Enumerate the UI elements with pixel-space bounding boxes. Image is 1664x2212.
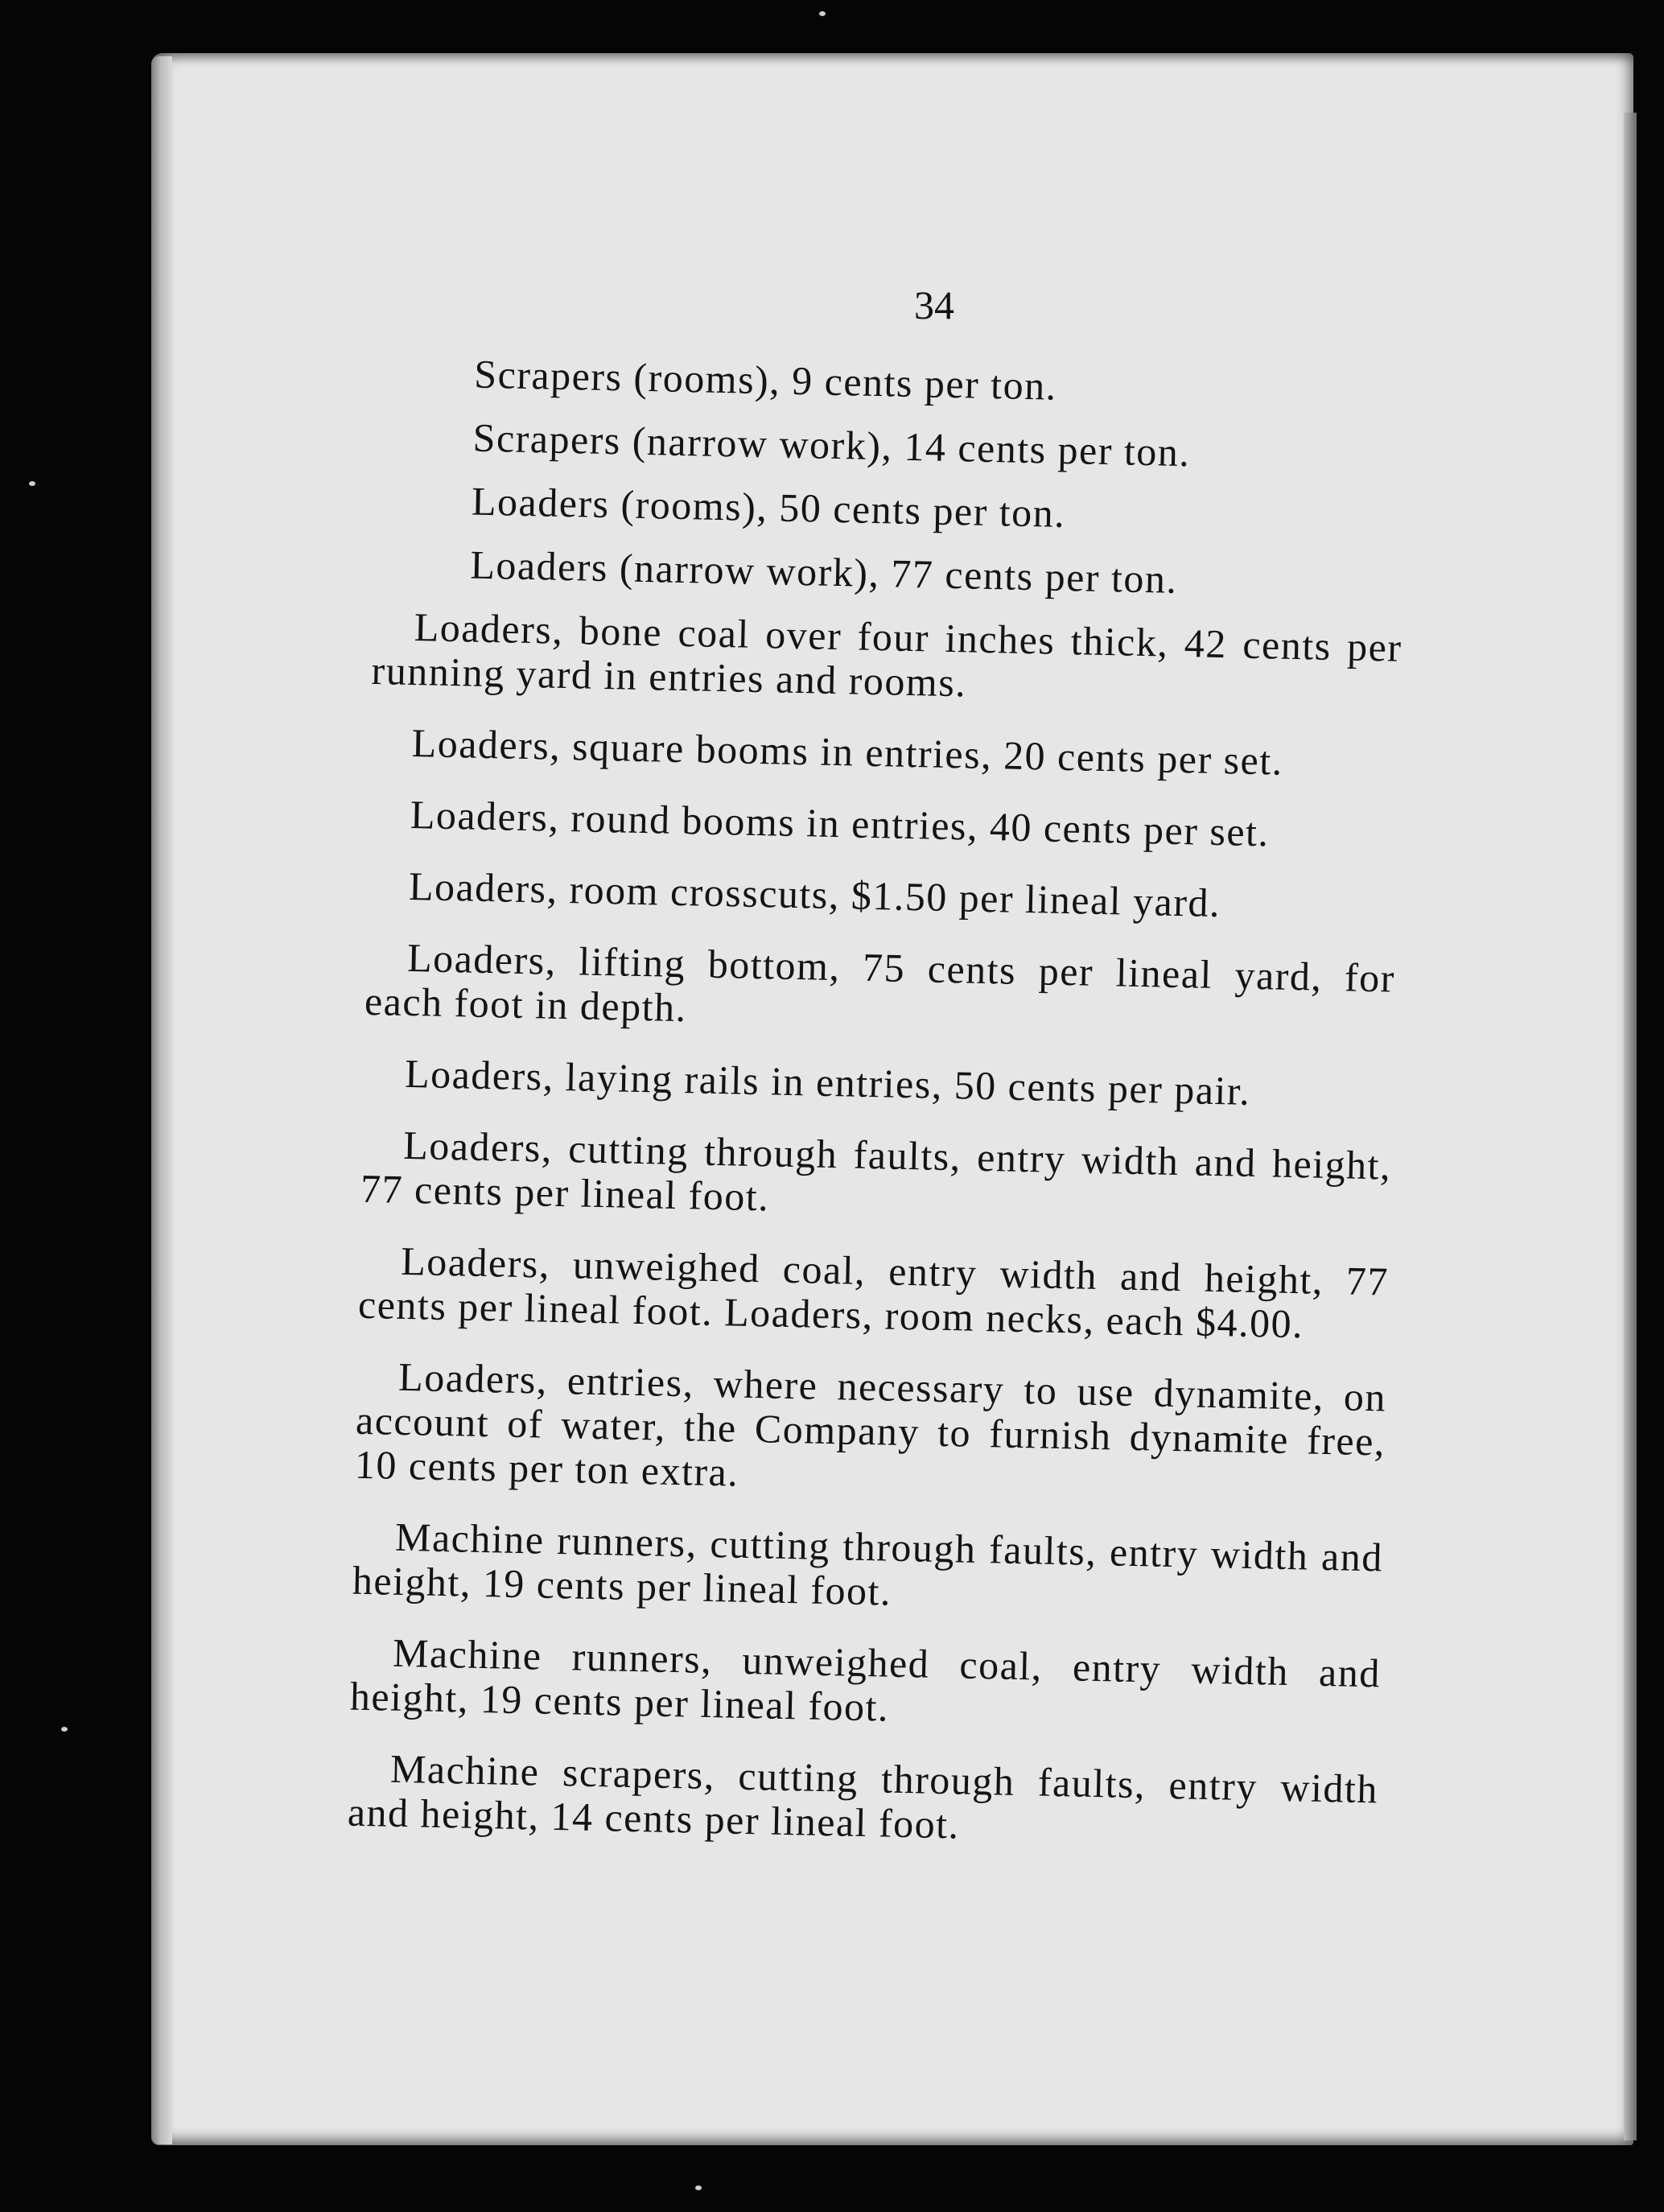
rate-line: Loaders (narrow work), 77 cents per ton. xyxy=(469,542,1179,602)
rate-paragraph: Loaders, room crosscuts, $1.50 per lineal yard. xyxy=(408,863,1221,926)
rate-paragraph: Machine runners, unweighed coal, entry width and height, 19 cents per lineal foot. xyxy=(349,1629,1382,1730)
rate-paragraph: Loaders, laying rails in entries, 50 cents per pair. xyxy=(404,1050,1251,1114)
rate-paragraph: Loaders, round booms in entries, 40 cents per set. xyxy=(410,791,1271,855)
rate-line: Scrapers (rooms), 9 cents per ton. xyxy=(473,351,1058,409)
dust-speck xyxy=(819,11,826,16)
rate-paragraph: Loaders, cutting through faults, entry width and height, 77 cents per lineal foot. xyxy=(360,1122,1392,1220)
page-number: 34 xyxy=(914,282,954,327)
page-right-edge xyxy=(1624,113,1637,2140)
dust-speck xyxy=(61,1727,68,1732)
dust-speck xyxy=(695,2185,702,2190)
rate-paragraph: Machine scrapers, cutting through faults, entry width and height, 14 cents per lineal foot. xyxy=(347,1745,1379,1847)
page-binding-edge xyxy=(151,56,172,2144)
rate-line: Scrapers (narrow work), 14 cents per ton. xyxy=(472,414,1191,476)
rate-paragraph: Machine runners, cutting through faults, entry width and height, 19 cents per lineal foot. xyxy=(352,1514,1384,1614)
rate-paragraph: Loaders, square booms in entries, 20 cents per set. xyxy=(411,719,1284,784)
rate-line: Loaders (rooms), 50 cents per ton. xyxy=(471,478,1066,536)
rate-paragraph: Loaders, bone coal over four inches thick, 42 cents per running yard in entries and rooms. xyxy=(371,604,1403,706)
rate-paragraph: Loaders, entries, where necessary to use dynamite, on account of water, the Company to furnish dynamite free, 10 cents per ton extra. xyxy=(354,1353,1387,1495)
dust-speck xyxy=(29,481,35,486)
rate-paragraph: Loaders, lifting bottom, 75 cents per lineal yard, for each foot in depth. xyxy=(364,934,1396,1031)
rate-paragraph: Loaders, unweighed coal, entry width and height, 77 cents per lineal foot. Loaders, room necks, each $4.00. xyxy=(357,1238,1390,1347)
page-body-text xyxy=(347,350,1408,1883)
